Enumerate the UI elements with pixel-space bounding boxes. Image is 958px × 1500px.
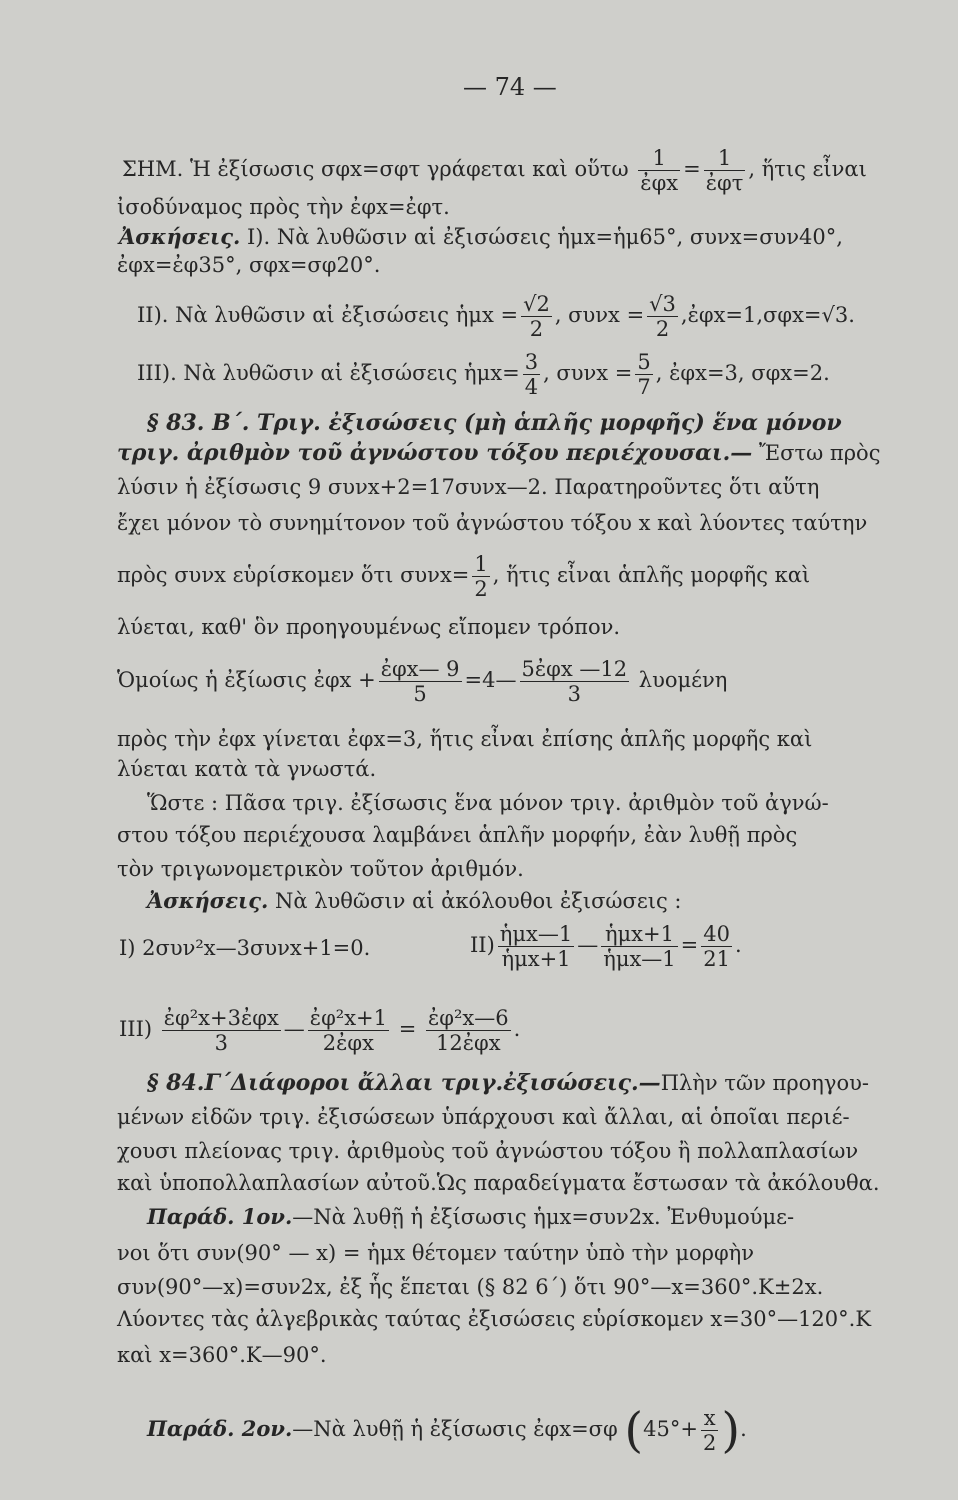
fraction-e3-1 <box>162 1006 281 1055</box>
fraction-e3-2 <box>308 1006 389 1055</box>
exercises-4-text: Νὰ λυθῶσιν αἱ ἀκόλουθοι ἐξισώσεις : <box>274 889 682 913</box>
fraction-sqrt3-over-2 <box>647 292 678 341</box>
frac-den: 4 <box>524 375 539 399</box>
exercises-label: Ἀσκήσεις. <box>147 888 269 913</box>
exercise-3-mid: , συνx = <box>543 361 633 385</box>
frac-num: x <box>701 1406 718 1431</box>
minus-sign: — <box>577 933 599 957</box>
section-84-title: § 84.Γ΄Διάφοροι ἄλλαι τριγ.ἐξισώσεις.— <box>147 1070 661 1096</box>
section-83-line-9: λύεται κατὰ τὰ γνωστά. <box>117 757 377 781</box>
line-7-tail: λυομένη <box>638 668 728 692</box>
fraction-e3-3 <box>426 1006 511 1055</box>
fraction-40-over-21 <box>701 922 732 971</box>
section-83-line-12: τὸν τριγωνομετρικὸν τοῦτον ἀριθμόν. <box>117 857 524 881</box>
exercise-4-3 <box>119 1006 520 1055</box>
exercise-3 <box>137 350 830 399</box>
equals-sign: = <box>683 157 701 181</box>
frac-den: 3 <box>214 1031 228 1055</box>
section-84-line-3: χουσι πλείονας τριγ. ἀριθμοὺς τοῦ ἀγνώστου τόξου ἢ πολλαπλασίων <box>117 1139 859 1163</box>
fraction-1-over-2 <box>472 552 489 601</box>
frac-num: ἐφ²x+1 <box>309 1006 387 1030</box>
line-7-lead: Ὁμοίως ἡ ἐξίωσις ἐφx + <box>117 668 376 692</box>
frac-den: 7 <box>637 375 651 399</box>
example-1-line-2: νοι ὅτι συν(90° — x) = ἡμx θέτομεν ταύτην ὑπὸ τὴν μορφὴν <box>117 1241 755 1265</box>
equals-sign: = <box>398 1017 417 1041</box>
exercise-4-1: I) 2συν²x—3συνx+1=0. <box>119 936 371 960</box>
frac-num: 40 <box>703 922 731 946</box>
example-1-line-3: συν(90°—x)=συν2x, ἐξ ἧς ἕπεται (§ 82 6΄) ὅτι 90°—x=360°.K±2x. <box>117 1275 824 1299</box>
example-2-angle: 45°+ <box>643 1417 698 1441</box>
exercise-4-2 <box>470 922 742 971</box>
note-tail: , ἥτις εἶναι <box>748 157 867 181</box>
exercise-4-2-lead: II) <box>470 933 495 957</box>
frac-den: 2 <box>529 317 544 341</box>
line-5-lead: πρὸς συνx εὑρίσκομεν ὅτι συνx= <box>117 563 470 587</box>
fraction-5-over-7 <box>635 350 652 399</box>
exercise-3-tail: , ἐφx=3, σφx=2. <box>655 361 830 385</box>
section-83-line-3: λύσιν ἡ ἐξίσωσις 9 συνx+2=17συνx—2. Παρατηροῦντες ὅτι αὕτη <box>117 475 820 499</box>
close-paren: ) <box>721 1402 741 1459</box>
frac-den: 2ἐφx <box>322 1031 374 1055</box>
frac-num: 3 <box>524 350 539 374</box>
example-1-line-1 <box>147 1204 794 1230</box>
section-83-heading-2 <box>117 440 880 466</box>
section-84-line-4: καὶ ὑποπολλαπλασίων αὐτοῦ.Ὡς παραδείγματα ἔστωσαν τὰ ἀκόλουθα. <box>117 1171 880 1195</box>
section-83-line-7 <box>117 657 727 706</box>
exercise-4-2-tail: . <box>735 933 742 957</box>
frac-num: ἡμx+1 <box>601 922 677 947</box>
section-83-heading-text: τριγ. ἀριθμὸν τοῦ ἀγνώστου τόξου περιέχουσαι.— <box>117 440 753 466</box>
frac-num: ἐφ²x+3ἐφx <box>163 1006 279 1030</box>
fraction-e2-1 <box>498 922 574 971</box>
section-83-text-start: Ἔστω πρὸς <box>758 441 881 465</box>
note-line-1 <box>122 146 867 195</box>
fraction-e2-2 <box>601 922 677 971</box>
section-84-line-2: μένων εἰδῶν τριγ. ἐξισώσεων ὑπάρχουσι καὶ ἄλλαι, αἱ ὁποῖαι περιέ- <box>117 1105 850 1129</box>
open-paren: ( <box>624 1402 644 1459</box>
frac-num: 1 <box>638 146 680 171</box>
exercise-2-tail: ,ἐφx=1,σφx=√3. <box>680 303 855 327</box>
frac-den: 21 <box>703 947 731 971</box>
example-1-text: —Νὰ λυθῇ ἡ ἐξίσωσις ἡμx=συν2x. Ἐνθυμούμε- <box>292 1205 795 1229</box>
line-7-mid: =4— <box>464 668 517 692</box>
example-2-label: Παράδ. 2ον. <box>147 1416 293 1441</box>
section-83-heading-1: § 83. Β΄. Τριγ. ἐξισώσεις (μὴ ἁπλῆς μορφῆς) ἕνα μόνον <box>147 410 842 436</box>
frac-num: 1 <box>704 146 746 171</box>
minus-sign: — <box>283 1017 305 1041</box>
fraction-5tanx-12-over-3 <box>520 657 630 706</box>
section-84-heading <box>147 1070 869 1096</box>
frac-den: 2 <box>702 1431 717 1455</box>
frac-den: ἐφx <box>640 171 679 195</box>
fraction-3-over-4 <box>523 350 540 399</box>
equals-sign: = <box>680 933 699 957</box>
fraction-sqrt2-over-2 <box>521 292 552 341</box>
exercise-2 <box>137 292 855 341</box>
exercises-4-heading <box>147 888 682 914</box>
example-1-line-5: καὶ x=360°.K—90°. <box>117 1343 327 1367</box>
frac-num: 1 <box>474 552 488 576</box>
note-lead: ΣΗΜ. Ἡ ἐξίσωσις σφx=σφτ γράφεται καὶ οὕτω <box>122 157 629 181</box>
frac-den: ἐφτ <box>705 171 744 195</box>
frac-den: 3 <box>567 682 581 706</box>
exercise-4-3-lead: III) <box>119 1017 153 1041</box>
section-84-title-tail: Πλὴν τῶν προηγου- <box>660 1071 869 1095</box>
page-number: — 74 — <box>463 73 557 101</box>
fraction-tanx-9-over-5 <box>379 657 462 706</box>
frac-den: 2 <box>474 577 488 601</box>
section-83-line-11: στου τόξου περιέχουσα λαμβάνει ἁπλῆν μορφήν, ἐὰν λυθῇ πρὸς <box>117 823 798 847</box>
note-fraction-1 <box>638 146 680 195</box>
exercises-1-line-1 <box>119 224 843 250</box>
frac-den: ἡμx+1 <box>501 947 571 971</box>
exercises-label: Ἀσκήσεις. <box>119 224 241 249</box>
note-fraction-2 <box>704 146 746 195</box>
frac-num: 5ἐφx —12 <box>521 657 628 681</box>
exercises-1-text: I). Νὰ λυθῶσιν αἱ ἐξισώσεις ἡμx=ἡμ65°, συνx=συν40°, <box>246 225 843 249</box>
example-2-line <box>147 1402 747 1459</box>
frac-num: √2 <box>523 292 550 316</box>
section-83-line-6: λύεται, καθ' ὃν προηγουμένως εἴπομεν τρόπον. <box>117 615 621 639</box>
frac-num: 5 <box>637 350 651 374</box>
line-5-tail: , ἥτις εἶναι ἁπλῆς μορφῆς καὶ <box>492 563 811 587</box>
frac-num: ἐφx— 9 <box>380 657 460 681</box>
frac-num: ἐφ²x—6 <box>427 1006 509 1030</box>
frac-den: ἡμx—1 <box>603 947 676 971</box>
section-83-line-4: ἔχει μόνον τὸ συνημίτονον τοῦ ἀγνώστου τόξου x καὶ λύοντες ταύτην <box>117 511 868 535</box>
frac-num: √3 <box>649 292 676 316</box>
frac-den: 2 <box>655 317 670 341</box>
note-line-2: ἰσοδύναμος πρὸς τὴν ἐφx=ἐφτ. <box>117 195 450 219</box>
exercise-4-3-tail: . <box>513 1017 521 1041</box>
frac-num: ἡμx—1 <box>499 922 573 946</box>
example-2-tail: . <box>740 1417 747 1441</box>
exercise-2-lead: II). Νὰ λυθῶσιν αἱ ἐξισώσεις ἡμx = <box>137 303 519 327</box>
example-1-label: Παράδ. 1ον. <box>147 1204 293 1229</box>
example-1-line-4: Λύοντες τὰς ἀλγεβρικὰς ταύτας ἐξισώσεις εὑρίσκομεν x=30°—120°.K <box>117 1307 872 1331</box>
fraction-x-over-2 <box>701 1406 718 1455</box>
exercises-1-line-2: ἐφx=ἐφ35°, σφx=σφ20°. <box>117 253 381 277</box>
exercise-2-mid: , συνx = <box>554 303 645 327</box>
section-83-line-10: Ὥστε : Πᾶσα τριγ. ἐξίσωσις ἕνα μόνον τριγ. ἀριθμὸν τοῦ ἀγνώ- <box>147 791 829 815</box>
exercise-3-lead: III). Νὰ λυθῶσιν αἱ ἐξισώσεις ἡμx= <box>137 361 520 385</box>
frac-den: 5 <box>413 682 427 706</box>
example-2-text: —Νὰ λυθῇ ἡ ἐξίσωσις ἐφx=σφ <box>292 1417 618 1441</box>
section-83-line-8: πρὸς τὴν ἐφx γίνεται ἐφx=3, ἥτις εἶναι ἐπίσης ἁπλῆς μορφῆς καὶ <box>117 727 813 751</box>
frac-den: 12ἐφx <box>436 1031 501 1055</box>
section-83-line-5 <box>117 552 810 601</box>
